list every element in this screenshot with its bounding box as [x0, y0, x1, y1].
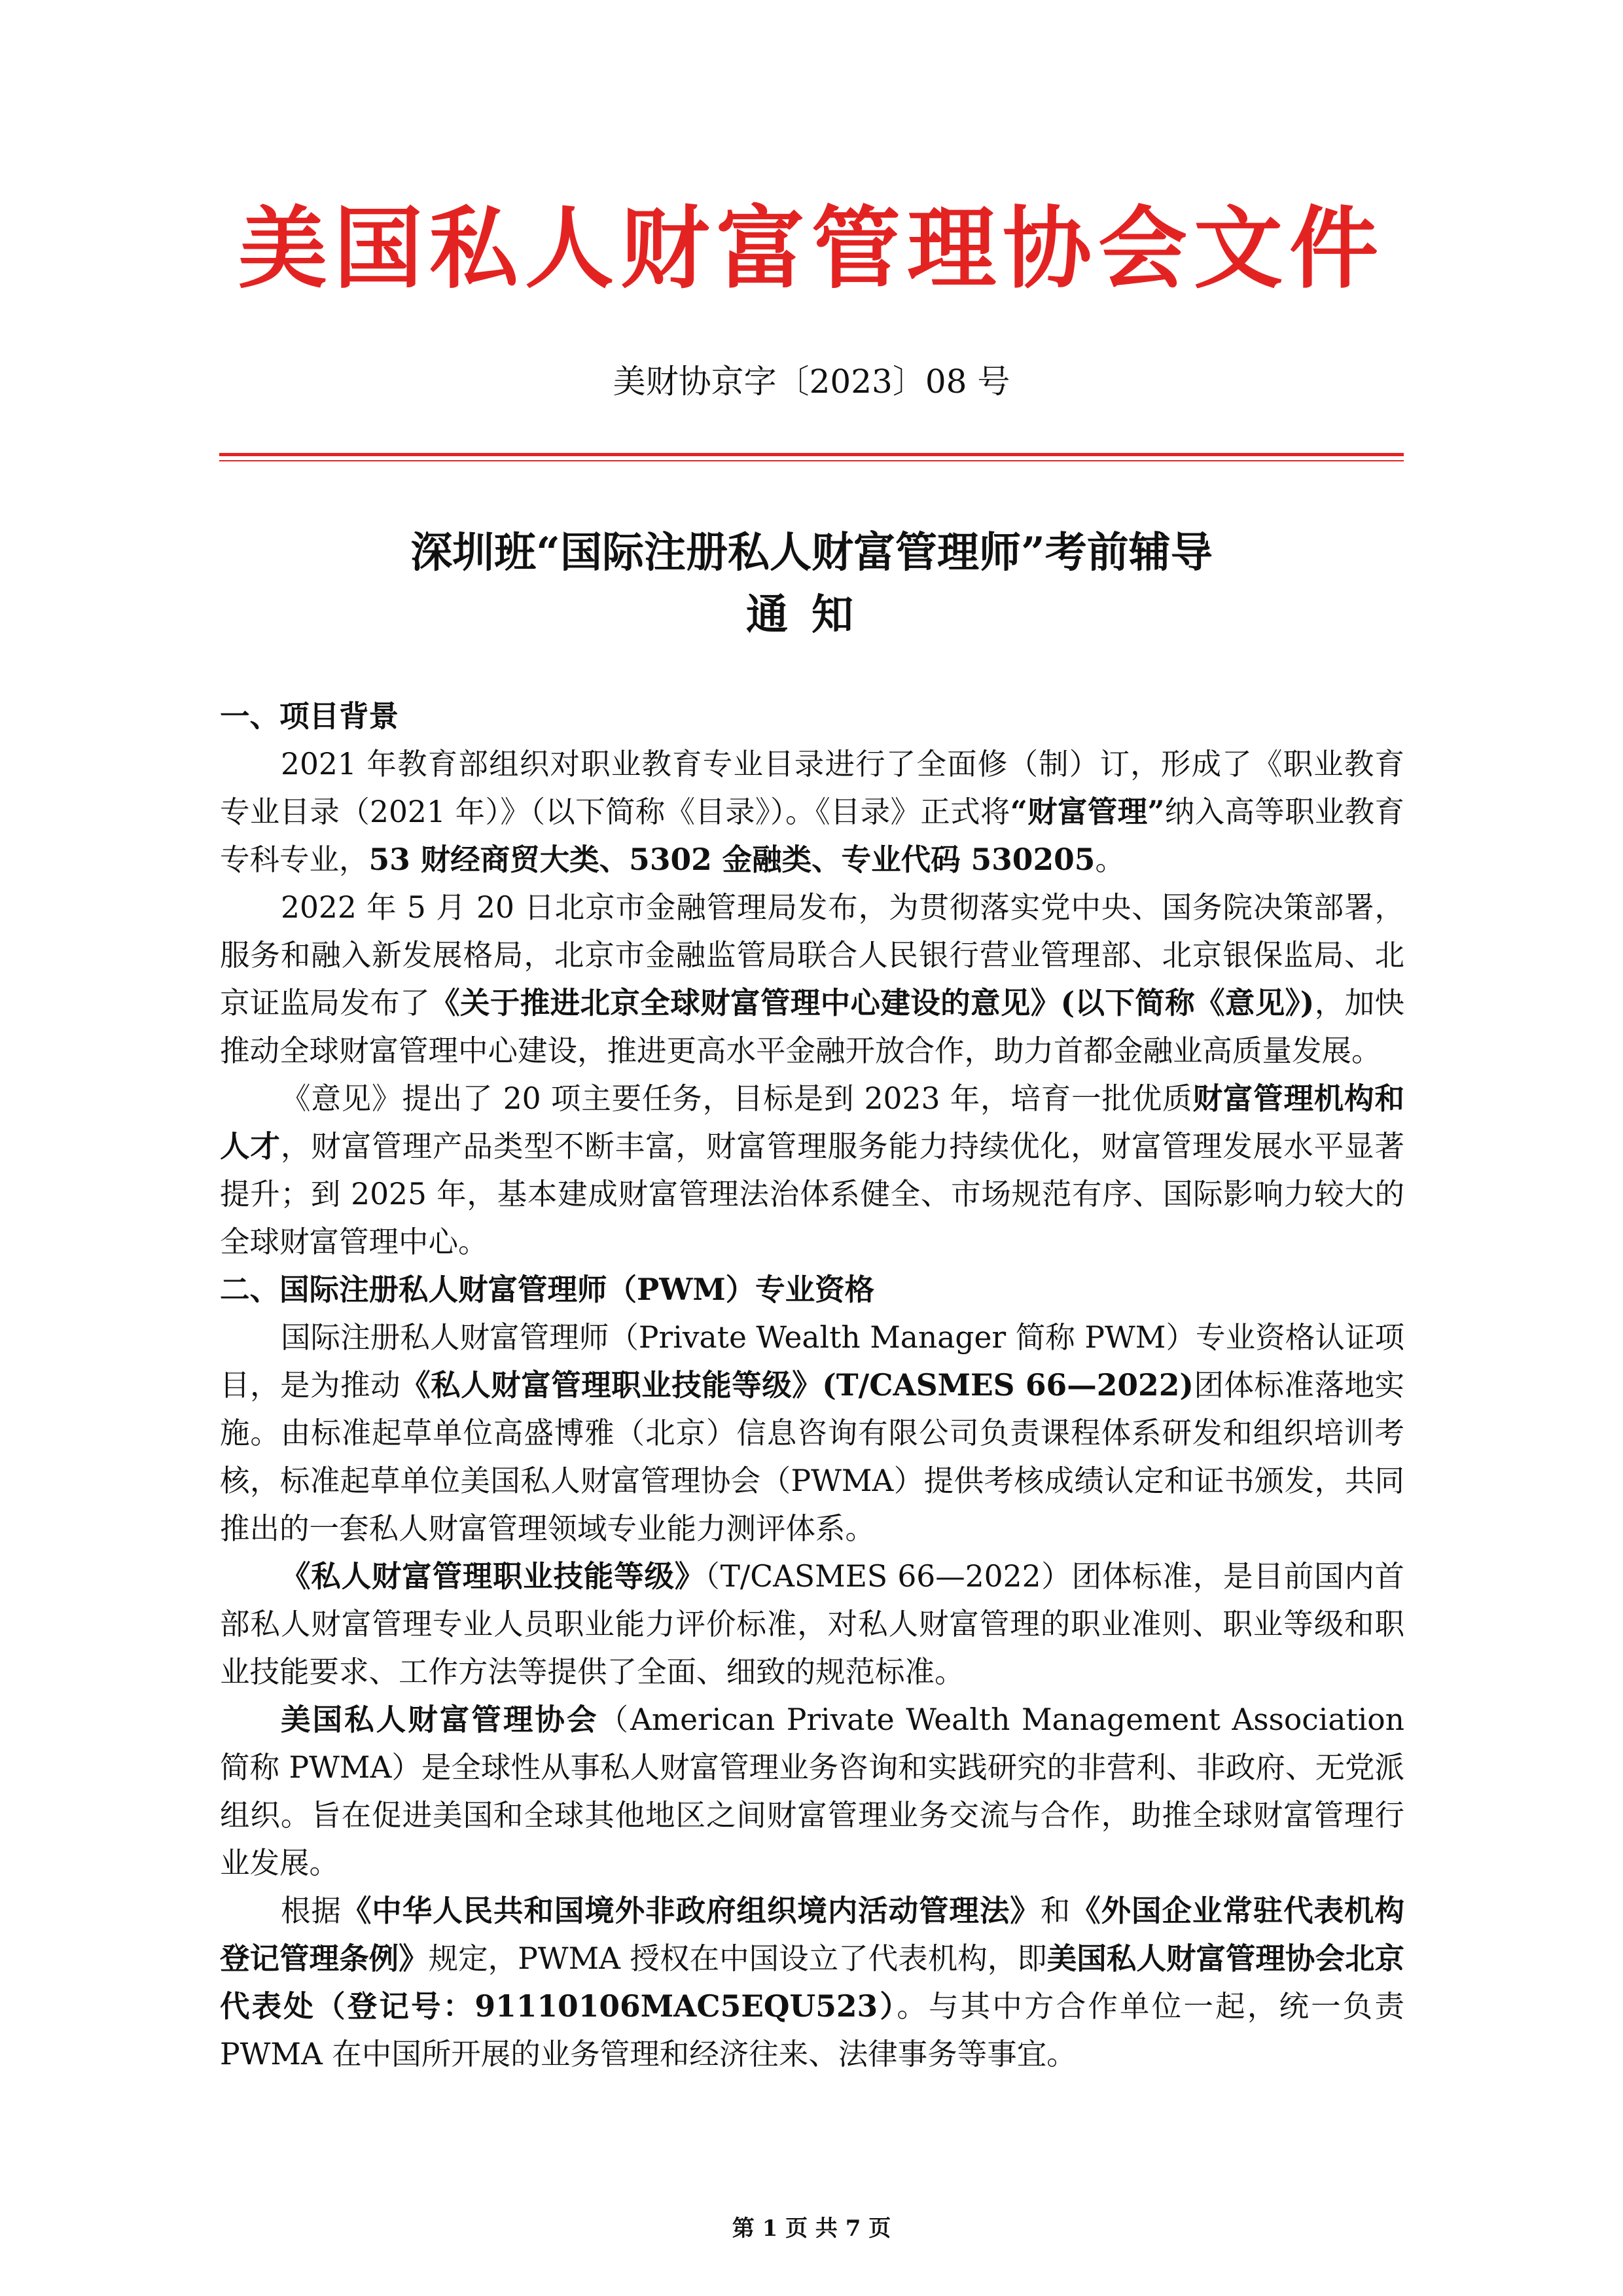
text-run-bold: 财富管理机构和人才: [220, 1081, 1404, 1164]
document-body: [220, 692, 1404, 2078]
text-run-bold: 《私人财富管理职业技能等级》: [281, 1558, 705, 1594]
text-run: 团体标准落地实施。由标准起草单位高盛博雅（北京）信息咨询有限公司负责课程体系研发和组织培训考核，标准起草单位美国私人财富管理协会（PWMA）提供考核成绩认定和证书颁发，共同推出的一套私人财富管理领域专业能力测评体系。: [220, 1368, 1404, 1546]
text-run: 2022 年 5 月 20 日北京市金融管理局发布，为贯彻落实党中央、国务院决策部署，服务和融入新发展格局，北京市金融监管局联合人民银行营业管理部、北京银保监局、北京证监局发布了: [220, 890, 1404, 1020]
red-rule-thick: [219, 453, 1404, 456]
text-run: 根据: [281, 1893, 342, 1928]
red-rule-thin: [219, 460, 1404, 461]
paragraph: [220, 1075, 1404, 1266]
paragraph: [220, 1314, 1404, 1552]
notice-title: 深圳班“国际注册私人财富管理师”考前辅导: [410, 528, 1213, 577]
masthead-title: 美国私人财富管理协会文件: [238, 196, 1385, 301]
section-heading-2: 二、国际注册私人财富管理师（PWM）专业资格: [220, 1272, 875, 1307]
text-run-bold: 《私人财富管理职业技能等级》(T/CASMES 66—2022): [401, 1367, 1194, 1403]
text-run-bold: 《外国企业常驻代表机构登记管理条例》: [220, 1893, 1404, 1976]
paragraph: [220, 884, 1404, 1075]
document-number: 美财协京字〔2023〕08 号: [613, 363, 1010, 401]
text-run: 2021 年教育部组织对职业教育专业目录进行了全面修（制）订，形成了《职业教育专业目录（2021 年）》（以下简称《目录》）。《目录》正式将: [220, 747, 1404, 829]
text-run: 。与其中方合作单位一起，统一负责 PWMA 在中国所开展的业务管理和经济往来、法律事务等事宜。: [220, 1989, 1404, 2072]
page-footer: 第 1 页 共 7 页: [732, 2215, 891, 2242]
paragraph: [220, 1887, 1404, 2078]
text-run: （American Private Wealth Management Association 简称 PWMA）是全球性从事私人财富管理业务咨询和实践研究的非营利、非政府、无党派组织。旨在促进美国和全球其他地区之间财富管理业务交流与合作，助推全球财富管理行业发展。: [220, 1702, 1404, 1880]
notice-title-subline: 通知: [746, 590, 877, 639]
text-run: 纳入高等职业教育专科专业，: [220, 795, 1404, 877]
text-run: 。: [1095, 842, 1125, 877]
text-run: ，加快推动全球财富管理中心建设，推进更高水平金融开放合作，助力首都金融业高质量发展。: [220, 986, 1404, 1068]
text-run-bold: “财富管理”: [1010, 794, 1165, 829]
text-run: 规定，PWMA 授权在中国设立了代表机构，即: [428, 1941, 1047, 1976]
text-run: 《意见》提出了 20 项主要任务，目标是到 2023 年，培育一批优质: [281, 1081, 1193, 1116]
text-run-bold: 53 财经商贸大类、5302 金融类、专业代码 530205: [368, 842, 1096, 877]
text-run-bold: 《关于推进北京全球财富管理中心建设的意见》(以下简称《意见》): [430, 985, 1315, 1020]
section-heading-1: 一、项目背景: [220, 698, 399, 734]
text-run-bold: 美国私人财富管理协会: [281, 1702, 599, 1737]
text-run-bold: 美国私人财富管理协会北京代表处（登记号：91110106MAC5EQU523）: [220, 1941, 1404, 2024]
paragraph: [220, 1552, 1404, 1696]
text-run: ，财富管理产品类型不断丰富，财富管理服务能力持续优化，财富管理发展水平显著提升；到 2025 年，基本建成财富管理法治体系健全、市场规范有序、国际影响力较大的全球财富管理中心。: [220, 1129, 1404, 1259]
text-run: 国际注册私人财富管理师（Private Wealth Manager 简称 PWM）专业资格认证项目，是为推动: [220, 1320, 1404, 1403]
paragraph: [220, 1696, 1404, 1887]
text-run: 和: [1040, 1893, 1071, 1928]
text-run-bold: 《中华人民共和国境外非政府组织境内活动管理法》: [341, 1893, 1041, 1928]
paragraph: [220, 740, 1404, 884]
text-run: （T/CASMES 66—2022）团体标准，是目前国内首部私人财富管理专业人员职业能力评价标准，对私人财富管理的职业准则、职业等级和职业技能要求、工作方法等提供了全面、细致的规范标准。: [220, 1559, 1404, 1689]
